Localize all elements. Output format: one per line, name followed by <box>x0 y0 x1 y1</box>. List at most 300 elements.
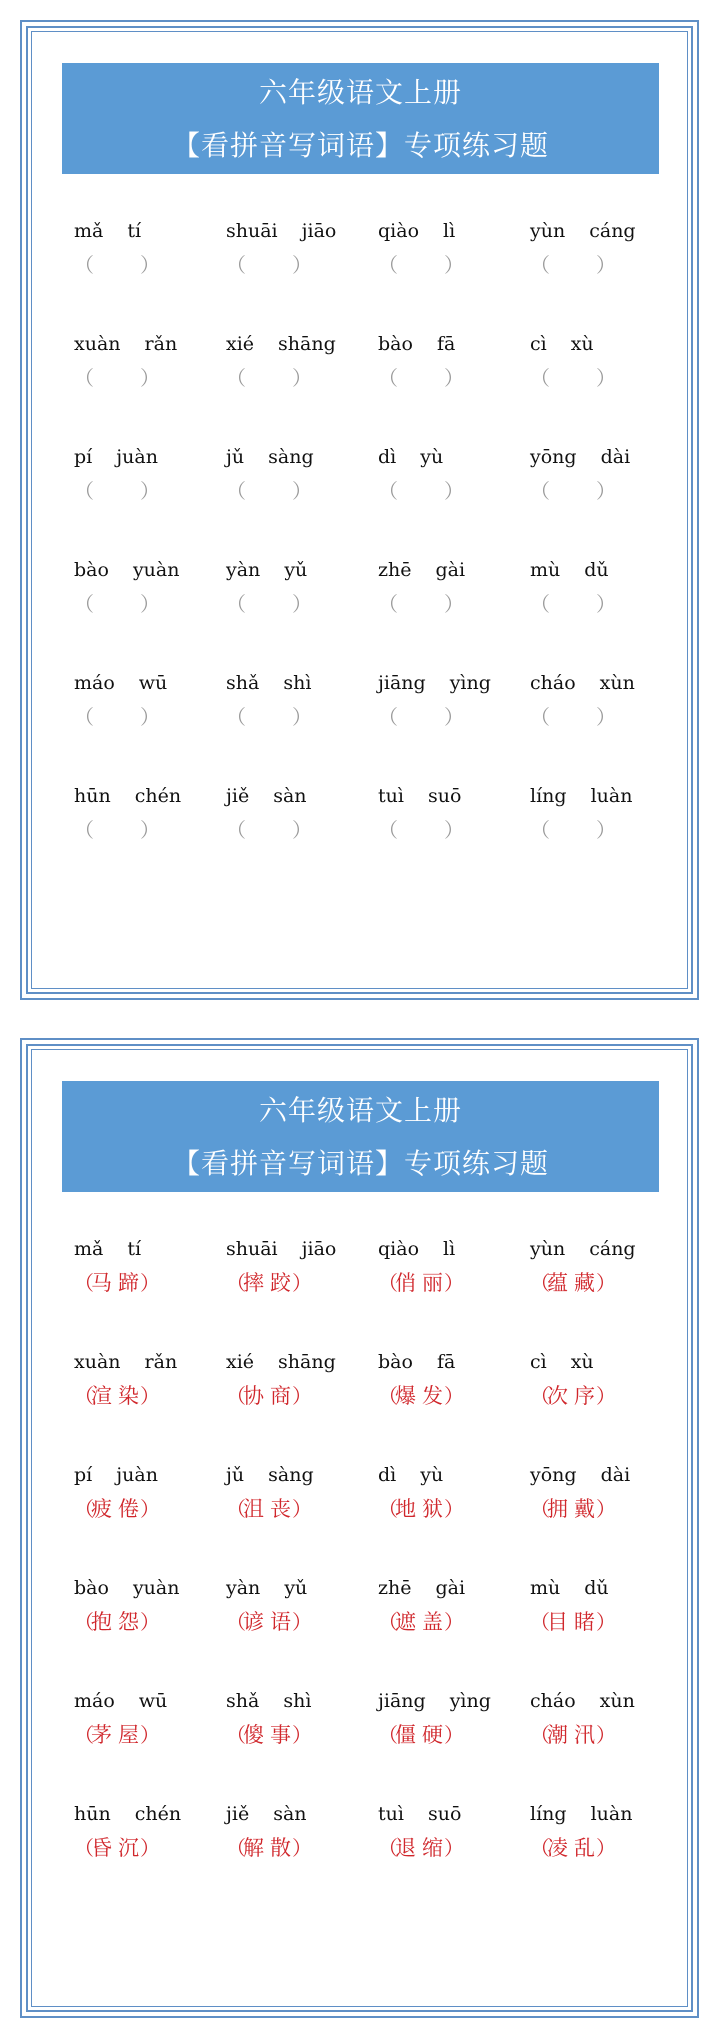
answer-box <box>378 1268 464 1300</box>
answer-box <box>530 1720 616 1752</box>
exercise-item <box>74 670 224 734</box>
open-paren: （ <box>226 253 246 277</box>
pinyin-syllable-2: shāng <box>278 1351 336 1373</box>
pinyin-syllable-1: cì <box>530 1351 547 1373</box>
exercise-item <box>530 1462 680 1526</box>
pinyin-syllable-2: yù <box>420 446 444 468</box>
exercise-row <box>74 1575 684 1688</box>
answer-blank[interactable] <box>530 476 616 508</box>
answer-blank[interactable] <box>378 363 464 395</box>
title-line-2: 【看拼音写词语】专项练习题 <box>171 1147 549 1180</box>
worksheet-answers <box>20 1038 699 2018</box>
answer-word: 凌乱 <box>547 1836 601 1860</box>
pinyin-syllable-2: dài <box>600 446 631 468</box>
close-paren: ） <box>444 1497 464 1521</box>
close-paren: ） <box>140 705 160 729</box>
answer-box <box>530 1607 616 1639</box>
answer-word: 傻事 <box>243 1723 297 1747</box>
close-paren: ） <box>596 1723 616 1747</box>
answer-box <box>378 1381 464 1413</box>
exercise-item <box>226 444 376 508</box>
open-paren: （ <box>378 592 398 616</box>
pinyin-syllable-2: chén <box>134 1803 182 1825</box>
open-paren: （ <box>530 1610 550 1634</box>
pinyin-syllable-1: yàn <box>226 1577 261 1599</box>
answer-blank[interactable] <box>74 589 160 621</box>
pinyin-syllable-2: yǔ <box>284 559 308 581</box>
open-paren: （ <box>226 479 246 503</box>
exercise-item <box>378 557 528 621</box>
close-paren: ） <box>444 366 464 390</box>
exercise-item <box>378 670 528 734</box>
pinyin <box>226 670 376 696</box>
open-paren: （ <box>226 592 246 616</box>
pinyin-syllable-1: bào <box>74 1577 109 1599</box>
pinyin <box>74 1462 224 1488</box>
pinyin-syllable-2: gài <box>435 559 466 581</box>
pinyin-syllable-2: juàn <box>116 446 158 468</box>
open-paren: （ <box>530 592 550 616</box>
close-paren: ） <box>140 253 160 277</box>
answer-box <box>74 1494 160 1526</box>
pinyin-syllable-1: xuàn <box>74 1351 121 1373</box>
worksheet-questions <box>20 20 699 1000</box>
exercise-row <box>74 444 684 557</box>
question-grid <box>74 218 684 896</box>
answer-box <box>530 1268 616 1300</box>
pinyin-syllable-1: tuì <box>378 1803 404 1825</box>
open-paren: （ <box>530 818 550 842</box>
title-line-1: 六年级语文上册 <box>258 1094 462 1127</box>
pinyin-syllable-2: suō <box>427 785 462 807</box>
pinyin <box>378 1462 528 1488</box>
pinyin <box>74 1801 224 1827</box>
answer-box <box>226 1833 312 1865</box>
close-paren: ） <box>596 366 616 390</box>
pinyin-syllable-1: jǔ <box>226 1464 245 1486</box>
pinyin-syllable-2: cáng <box>589 1238 636 1260</box>
close-paren: ） <box>444 818 464 842</box>
close-paren: ） <box>444 1723 464 1747</box>
exercise-row <box>74 1236 684 1349</box>
open-paren: （ <box>226 1836 246 1860</box>
exercise-item <box>378 218 528 282</box>
close-paren: ） <box>140 592 160 616</box>
answer-word: 蕴藏 <box>547 1271 601 1295</box>
answer-word: 俏丽 <box>395 1271 449 1295</box>
open-paren: （ <box>74 1384 94 1408</box>
pinyin <box>74 1236 224 1262</box>
pinyin-syllable-1: xié <box>226 1351 255 1373</box>
exercise-item <box>378 783 528 847</box>
pinyin-syllable-2: fā <box>436 333 456 355</box>
pinyin-syllable-1: bào <box>378 333 413 355</box>
answer-box <box>74 1381 160 1413</box>
open-paren: （ <box>74 1836 94 1860</box>
pinyin-syllable-2: wū <box>138 672 168 694</box>
close-paren: ） <box>596 1610 616 1634</box>
pinyin-syllable-2: jiāo <box>301 220 337 242</box>
pinyin <box>378 331 528 357</box>
exercise-item <box>226 783 376 847</box>
close-paren: ） <box>292 479 312 503</box>
open-paren: （ <box>226 818 246 842</box>
exercise-item <box>74 331 224 395</box>
answer-blank[interactable] <box>226 250 312 282</box>
pinyin <box>74 331 224 357</box>
close-paren: ） <box>444 1271 464 1295</box>
close-paren: ） <box>596 818 616 842</box>
pinyin-syllable-2: xù <box>570 1351 594 1373</box>
open-paren: （ <box>74 479 94 503</box>
answer-blank[interactable] <box>226 476 312 508</box>
close-paren: ） <box>444 253 464 277</box>
pinyin-syllable-2: sàng <box>268 446 314 468</box>
pinyin-syllable-2: suō <box>427 1803 462 1825</box>
answer-box <box>378 1494 464 1526</box>
exercise-item <box>378 331 528 395</box>
exercise-item <box>378 444 528 508</box>
pinyin-syllable-1: cì <box>530 333 547 355</box>
open-paren: （ <box>378 479 398 503</box>
pinyin-syllable-1: cháo <box>530 1690 576 1712</box>
close-paren: ） <box>444 479 464 503</box>
answer-blank[interactable] <box>530 250 616 282</box>
title-line-1: 六年级语文上册 <box>258 76 462 109</box>
close-paren: ） <box>140 1610 160 1634</box>
open-paren: （ <box>530 1384 550 1408</box>
pinyin <box>378 1575 528 1601</box>
exercise-row <box>74 1801 684 1914</box>
pinyin-syllable-1: máo <box>74 1690 115 1712</box>
open-paren: （ <box>226 1384 246 1408</box>
pinyin <box>226 1575 376 1601</box>
pinyin-syllable-2: dǔ <box>584 559 609 581</box>
open-paren: （ <box>378 253 398 277</box>
exercise-item <box>226 1462 376 1526</box>
answer-word: 疲倦 <box>91 1497 145 1521</box>
answer-blank[interactable] <box>530 589 616 621</box>
pinyin <box>530 1575 680 1601</box>
pinyin-syllable-1: xuàn <box>74 333 121 355</box>
pinyin <box>378 1349 528 1375</box>
pinyin <box>530 783 680 809</box>
open-paren: （ <box>378 1610 398 1634</box>
pinyin-syllable-2: tí <box>127 1238 142 1260</box>
pinyin-syllable-1: shǎ <box>226 672 260 694</box>
title-line-2: 【看拼音写词语】专项练习题 <box>171 129 549 162</box>
answer-blank[interactable] <box>226 589 312 621</box>
pinyin <box>530 218 680 244</box>
exercise-item <box>226 331 376 395</box>
pinyin <box>226 1801 376 1827</box>
answer-blank[interactable] <box>226 363 312 395</box>
answer-blank[interactable] <box>378 815 464 847</box>
open-paren: （ <box>226 1610 246 1634</box>
pinyin-syllable-2: chén <box>134 785 182 807</box>
pinyin-syllable-2: wū <box>138 1690 168 1712</box>
open-paren: （ <box>74 1610 94 1634</box>
exercise-row <box>74 670 684 783</box>
exercise-item <box>226 1801 376 1865</box>
pinyin <box>226 218 376 244</box>
close-paren: ） <box>596 253 616 277</box>
pinyin-syllable-1: cháo <box>530 672 576 694</box>
open-paren: （ <box>378 366 398 390</box>
answer-box <box>226 1268 312 1300</box>
pinyin-syllable-1: jiě <box>226 785 250 807</box>
close-paren: ） <box>292 253 312 277</box>
answer-word: 昏沉 <box>91 1836 145 1860</box>
answer-word: 次序 <box>547 1384 601 1408</box>
close-paren: ） <box>140 1836 160 1860</box>
pinyin <box>530 557 680 583</box>
exercise-item <box>530 670 680 734</box>
answer-box <box>226 1720 312 1752</box>
pinyin-syllable-1: dì <box>378 446 397 468</box>
pinyin <box>74 218 224 244</box>
pinyin-syllable-1: qiào <box>378 220 420 242</box>
close-paren: ） <box>444 1384 464 1408</box>
exercise-item <box>226 670 376 734</box>
open-paren: （ <box>74 1271 94 1295</box>
close-paren: ） <box>292 705 312 729</box>
exercise-item <box>530 1575 680 1639</box>
exercise-item <box>530 218 680 282</box>
answer-blank[interactable] <box>378 250 464 282</box>
pinyin <box>530 670 680 696</box>
answer-blank[interactable] <box>530 815 616 847</box>
answer-blank[interactable] <box>378 589 464 621</box>
exercise-row <box>74 331 684 444</box>
answer-blank[interactable] <box>530 363 616 395</box>
answer-word: 沮丧 <box>243 1497 297 1521</box>
pinyin-syllable-1: qiào <box>378 1238 420 1260</box>
pinyin <box>530 1349 680 1375</box>
pinyin-syllable-2: xùn <box>599 1690 635 1712</box>
pinyin <box>378 1236 528 1262</box>
answer-word: 潮汛 <box>547 1723 601 1747</box>
close-paren: ） <box>444 592 464 616</box>
close-paren: ） <box>596 1384 616 1408</box>
pinyin-syllable-2: yìng <box>449 672 491 694</box>
pinyin-syllable-1: jiě <box>226 1803 250 1825</box>
pinyin <box>378 783 528 809</box>
answer-box <box>74 1720 160 1752</box>
close-paren: ） <box>140 1497 160 1521</box>
close-paren: ） <box>140 1271 160 1295</box>
exercise-item <box>378 1462 528 1526</box>
open-paren: （ <box>378 1384 398 1408</box>
pinyin <box>378 444 528 470</box>
answer-blank[interactable] <box>378 476 464 508</box>
close-paren: ） <box>596 479 616 503</box>
answer-box <box>530 1381 616 1413</box>
close-paren: ） <box>444 1610 464 1634</box>
pinyin-syllable-2: yìng <box>449 1690 491 1712</box>
pinyin-syllable-2: rǎn <box>144 333 178 355</box>
pinyin-syllable-1: zhē <box>378 559 412 581</box>
pinyin <box>74 783 224 809</box>
pinyin <box>226 1462 376 1488</box>
exercise-item <box>530 783 680 847</box>
close-paren: ） <box>292 366 312 390</box>
close-paren: ） <box>596 1836 616 1860</box>
answer-blank[interactable] <box>74 250 160 282</box>
pinyin-syllable-2: dài <box>600 1464 631 1486</box>
pinyin <box>226 1349 376 1375</box>
pinyin <box>74 1349 224 1375</box>
exercise-item <box>226 1688 376 1752</box>
pinyin-syllable-2: cáng <box>589 220 636 242</box>
pinyin <box>378 557 528 583</box>
close-paren: ） <box>596 592 616 616</box>
open-paren: （ <box>74 1497 94 1521</box>
close-paren: ） <box>292 1610 312 1634</box>
answer-word: 马蹄 <box>91 1271 145 1295</box>
pinyin <box>226 557 376 583</box>
pinyin-syllable-1: yōng <box>530 446 577 468</box>
answer-box <box>378 1720 464 1752</box>
pinyin-syllable-1: líng <box>530 785 567 807</box>
pinyin-syllable-1: máo <box>74 672 115 694</box>
pinyin-syllable-1: yōng <box>530 1464 577 1486</box>
exercise-item <box>74 1236 224 1300</box>
open-paren: （ <box>226 1723 246 1747</box>
pinyin <box>226 331 376 357</box>
pinyin <box>74 1575 224 1601</box>
exercise-item <box>226 218 376 282</box>
pinyin <box>530 444 680 470</box>
pinyin-syllable-1: hūn <box>74 1803 111 1825</box>
pinyin-syllable-1: mǎ <box>74 1238 104 1260</box>
pinyin <box>530 331 680 357</box>
open-paren: （ <box>378 1497 398 1521</box>
open-paren: （ <box>530 479 550 503</box>
exercise-row <box>74 1349 684 1462</box>
open-paren: （ <box>74 592 94 616</box>
pinyin-syllable-2: luàn <box>590 1803 633 1825</box>
answer-word: 渲染 <box>91 1384 145 1408</box>
exercise-item <box>226 1349 376 1413</box>
pinyin-syllable-1: shuāi <box>226 220 278 242</box>
pinyin-syllable-1: yùn <box>530 220 566 242</box>
pinyin-syllable-2: shì <box>283 672 312 694</box>
pinyin-syllable-2: yù <box>420 1464 444 1486</box>
open-paren: （ <box>530 1836 550 1860</box>
exercise-row <box>74 1688 684 1801</box>
exercise-item <box>530 444 680 508</box>
close-paren: ） <box>292 1723 312 1747</box>
answer-blank[interactable] <box>378 702 464 734</box>
pinyin-syllable-1: shǎ <box>226 1690 260 1712</box>
pinyin-syllable-1: mǎ <box>74 220 104 242</box>
answer-word: 爆发 <box>395 1384 449 1408</box>
pinyin-syllable-1: pí <box>74 1464 93 1486</box>
answer-box <box>226 1494 312 1526</box>
exercise-item <box>74 783 224 847</box>
pinyin-syllable-2: shì <box>283 1690 312 1712</box>
answer-box <box>74 1268 160 1300</box>
pinyin-syllable-1: jiāng <box>378 1690 426 1712</box>
close-paren: ） <box>292 1836 312 1860</box>
close-paren: ） <box>292 1497 312 1521</box>
answer-word: 拥戴 <box>547 1497 601 1521</box>
exercise-item <box>226 1575 376 1639</box>
pinyin-syllable-2: sàn <box>273 785 307 807</box>
answer-blank[interactable] <box>530 702 616 734</box>
pinyin-syllable-1: líng <box>530 1803 567 1825</box>
exercise-item <box>74 1688 224 1752</box>
answer-blank[interactable] <box>226 702 312 734</box>
open-paren: （ <box>74 705 94 729</box>
open-paren: （ <box>226 705 246 729</box>
answer-blank[interactable] <box>74 702 160 734</box>
answer-box <box>530 1494 616 1526</box>
close-paren: ） <box>596 1271 616 1295</box>
pinyin <box>226 783 376 809</box>
answer-blank[interactable] <box>226 815 312 847</box>
pinyin <box>74 1688 224 1714</box>
pinyin-syllable-2: dǔ <box>584 1577 609 1599</box>
answer-box <box>74 1607 160 1639</box>
exercise-item <box>74 1801 224 1865</box>
pinyin-syllable-2: luàn <box>590 785 633 807</box>
answer-word: 谚语 <box>243 1610 297 1634</box>
open-paren: （ <box>530 705 550 729</box>
answer-word: 目睹 <box>547 1610 601 1634</box>
answer-blank[interactable] <box>74 815 160 847</box>
pinyin-syllable-1: tuì <box>378 785 404 807</box>
pinyin <box>530 1462 680 1488</box>
answer-word: 协商 <box>243 1384 297 1408</box>
pinyin-syllable-2: yuàn <box>132 1577 180 1599</box>
answer-grid <box>74 1236 684 1914</box>
exercise-item <box>74 444 224 508</box>
exercise-item <box>530 557 680 621</box>
open-paren: （ <box>378 1836 398 1860</box>
answer-box <box>226 1607 312 1639</box>
pinyin <box>226 1236 376 1262</box>
pinyin-syllable-2: tí <box>127 220 142 242</box>
pinyin <box>74 444 224 470</box>
open-paren: （ <box>74 1723 94 1747</box>
answer-word: 退缩 <box>395 1836 449 1860</box>
open-paren: （ <box>530 366 550 390</box>
exercise-row <box>74 783 684 896</box>
exercise-item <box>530 1688 680 1752</box>
pinyin-syllable-2: xù <box>570 333 594 355</box>
exercise-item <box>226 557 376 621</box>
exercise-item <box>378 1349 528 1413</box>
pinyin-syllable-2: shāng <box>278 333 336 355</box>
exercise-row <box>74 557 684 670</box>
pinyin <box>74 670 224 696</box>
open-paren: （ <box>378 705 398 729</box>
answer-blank[interactable] <box>74 363 160 395</box>
answer-blank[interactable] <box>74 476 160 508</box>
close-paren: ） <box>292 1271 312 1295</box>
pinyin-syllable-1: jiāng <box>378 672 426 694</box>
close-paren: ） <box>292 818 312 842</box>
pinyin-syllable-2: sàn <box>273 1803 307 1825</box>
pinyin-syllable-2: lì <box>443 220 456 242</box>
close-paren: ） <box>292 1384 312 1408</box>
exercise-item <box>74 218 224 282</box>
open-paren: （ <box>226 1497 246 1521</box>
pinyin <box>74 557 224 583</box>
pinyin-syllable-1: bào <box>74 559 109 581</box>
